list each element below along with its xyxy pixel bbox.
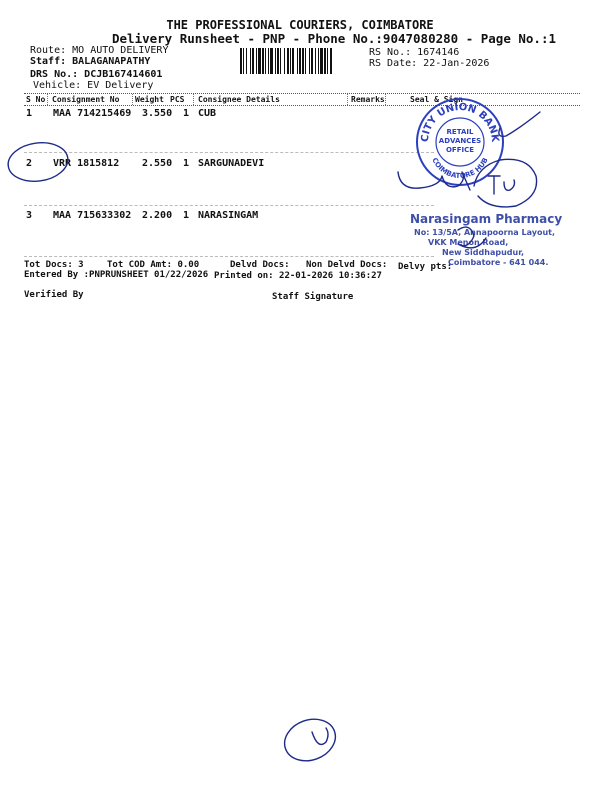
col-header-consignee: Consignee Details [198,95,280,104]
row1-pcs: 1 [183,108,190,119]
pharmacy-stamp-line3: New Siddhapudur, [442,248,524,257]
col-header-pcs: PCS [170,95,185,104]
row3-consignee: NARASINGAM [198,210,259,221]
row2-weight: 2.550 [142,158,173,169]
drs-text: DRS No.: DCJB167414601 [30,69,163,80]
col-header-consignment: Consignment No [52,95,120,104]
bottom-signature-loop [279,712,342,767]
row2-sno: 2 [26,158,33,169]
signature-row3 [458,227,486,248]
row3-sno: 3 [26,210,33,221]
row3-consignment: MAA 715633302 [53,210,132,221]
total-cod: Tot COD Amt: 0.00 [107,260,200,270]
printed-on: Printed on: 22-01-2026 10:36:27 [214,271,382,281]
pharmacy-stamp-line4: Coimbatore - 641 044. [448,258,549,267]
delivery-points: Delvy pts: [398,262,453,272]
verified-by: Verified By [24,290,84,300]
bottom-signature-stroke [312,728,328,744]
row1-weight: 3.550 [142,108,173,119]
row3-weight: 2.200 [142,210,173,221]
route-text: Route: MO AUTO DELIVERY [30,45,169,56]
row2-consignment: VRR 1815812 [53,158,120,169]
col-header-seal-sign: Seal & Sign [410,95,463,104]
row1-sno: 1 [26,108,33,119]
stamp-center-line3: OFFICE [445,146,475,154]
rs-number: RS No.: 1674146 [369,47,460,58]
non-delivered-docs: Non Delvd Docs: [306,260,388,270]
runsheet-title: Delivery Runsheet - PNP - Phone No.:9047080280 - Page No.:1 [112,31,557,46]
stamp-center-line2: ADVANCES [438,137,482,145]
signature-row2-b [474,159,537,207]
entered-by: Entered By :PNPRUNSHEET 01/22/2026 [24,270,209,280]
row2-consignee: SARGUNADEVI [198,158,265,169]
stamp-center-line1: RETAIL [446,128,474,136]
signature-row2-a [398,172,470,190]
col-header-weight: Weight [135,95,164,104]
row2-pcs: 1 [183,158,190,169]
delivered-docs: Delvd Docs: [230,260,290,270]
row3-pcs: 1 [183,210,190,221]
row2-circle-mark [6,139,71,185]
signature-row2-c [488,176,515,194]
total-docs: Tot Docs: 3 [24,260,84,270]
company-title: THE PROFESSIONAL COURIERS, COIMBATORE [166,18,434,32]
row1-consignment: MAA 714215469 [53,108,132,119]
col-header-sno: S No [26,95,46,104]
row1-consignee: CUB [198,108,217,119]
staff-text: Staff: BALAGANAPATHY [30,56,151,67]
pharmacy-stamp-line2: VKK Menon Road, [428,238,509,247]
pharmacy-stamp-name: Narasingam Pharmacy [410,212,563,226]
stamp-top-text: CITY UNION BANK [419,101,501,143]
stamp-bottom-text: COIMBATORE HUB [430,156,490,181]
pharmacy-stamp-line1: No: 13/5A, Annapoorna Layout, [414,228,556,237]
tick-mark [499,112,540,136]
col-header-remarks: Remarks [351,95,385,104]
staff-signature: Staff Signature [272,292,354,302]
rs-date: RS Date: 22-Jan-2026 [369,58,490,69]
vehicle-text: Vehicle: EV Delivery [33,80,154,91]
